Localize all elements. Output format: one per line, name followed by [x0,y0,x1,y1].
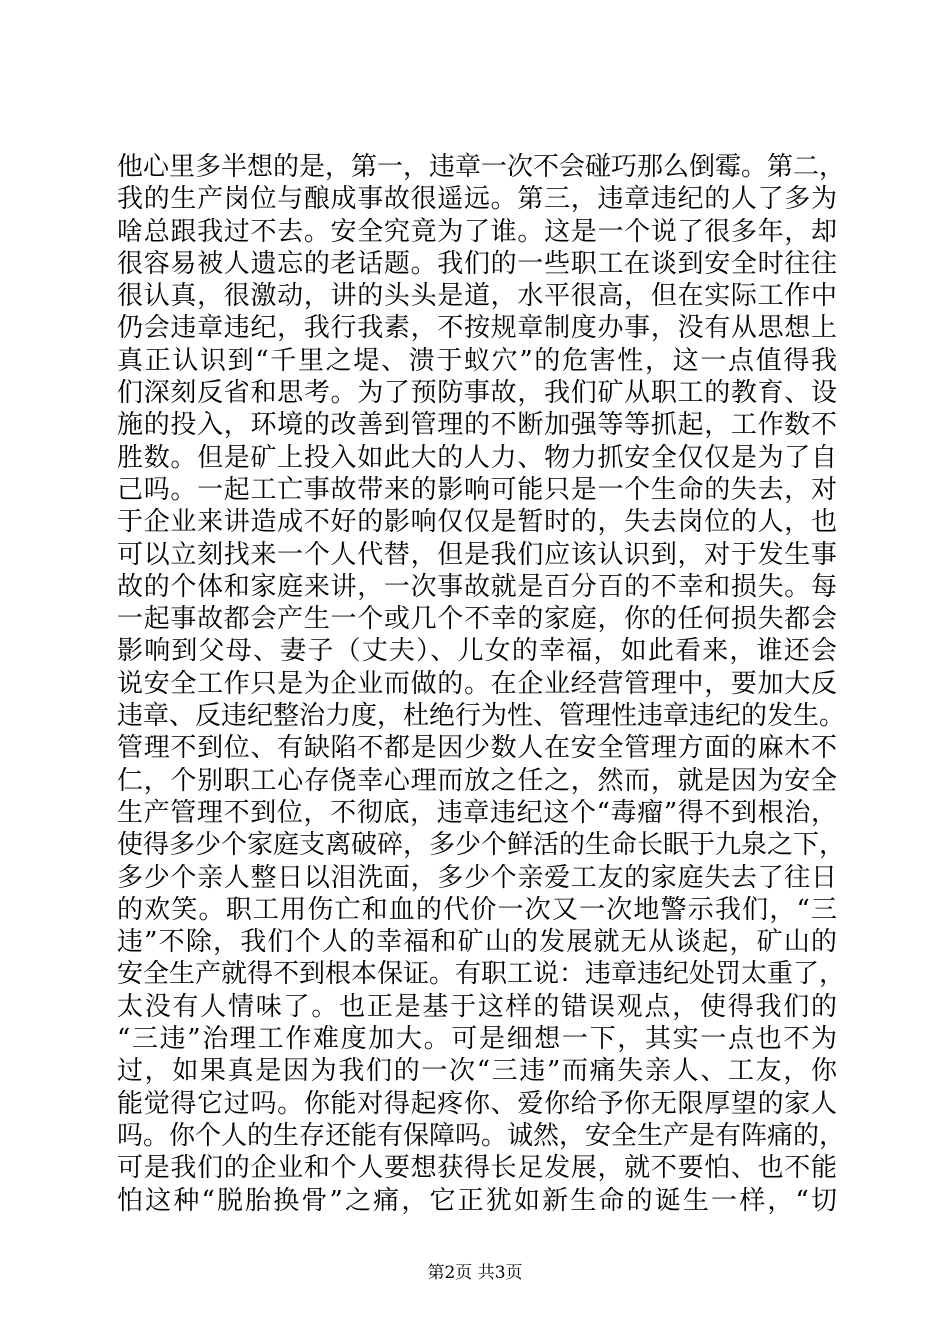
text-line: 过，如果真是因为我们的一次“三违”而痛失亲人、工友，你 [117,1056,837,1087]
text-line: 违”不除，我们个人的幸福和矿山的发展就无从谈起，矿山的 [117,927,837,958]
text-line: 影响到父母、妻子（丈夫）、儿女的幸福，如此看来，谁还会 [117,636,837,667]
text-line: 太没有人情味了。也正是基于这样的错误观点，使得我们的 [117,991,837,1022]
text-line: 生产管理不到位，不彻底，违章违纪这个“毒瘤”得不到根治， [117,797,837,828]
text-line: 的欢笑。职工用伤亡和血的代价一次又一次地警示我们，“三 [117,894,837,925]
text-line: 施的投入，环境的改善到管理的不断加强等等抓起，工作数不 [117,410,837,441]
text-line: 能觉得它过吗。你能对得起疼你、爱你给予你无限厚望的家人 [117,1088,837,1119]
text-line: 他心里多半想的是，第一，违章一次不会碰巧那么倒霉。第二， [117,152,846,182]
text-line: 使得多少个家庭支离破碎，多少个鲜活的生命长眠于九泉之下， [117,830,846,861]
text-line: 于企业来讲造成不好的影响仅仅是暂时的，失去岗位的人，也 [117,507,837,538]
text-line: 仁，个别职工心存侥幸心理而放之任之，然而，就是因为安全 [117,765,837,796]
text-line: 很容易被人遗忘的老话题。我们的一些职工在谈到安全时往往 [117,248,837,279]
text-line: 安全生产就得不到根本保证。有职工说：违章违纪处罚太重了， [117,959,846,990]
text-line: 管理不到位、有缺陷不都是因少数人在安全管理方面的麻木不 [117,733,837,764]
text-line: 一起事故都会产生一个或几个不幸的家庭，你的任何损失都会 [117,604,837,635]
text-line: 违章、反违纪整治力度，杜绝行为性、管理性违章违纪的发生。 [117,701,846,732]
text-line: 怕这种“脱胎换骨”之痛，它正犹如新生命的诞生一样，“切 [117,1185,837,1216]
text-line: 很认真，很激动，讲的头头是道，水平很高，但在实际工作中 [117,281,837,312]
body-text [117,151,846,1217]
text-line: 们深刻反省和思考。为了预防事故，我们矿从职工的教育、设 [117,378,837,409]
page-number-indicator: 第2页 共3页 [427,1263,523,1283]
page-footer [0,1262,950,1284]
text-line: 故的个体和家庭来讲，一次事故就是百分百的不幸和损失。每 [117,571,837,602]
text-line: 己吗。一起工亡事故带来的影响可能只是一个生命的失去，对 [117,474,837,505]
text-line: 多少个亲人整日以泪洗面，多少个亲爱工友的家庭失去了往日 [117,862,837,893]
text-line: 仍会违章违纪，我行我素，不按规章制度办事，没有从思想上 [117,313,837,344]
text-line: 可是我们的企业和个人要想获得长足发展，就不要怕、也不能 [117,1153,837,1184]
text-line: 啥总跟我过不去。安全究竟为了谁。这是一个说了很多年，却 [117,216,837,247]
text-line: 真正认识到“千里之堤、溃于蚁穴”的危害性，这一点值得我 [117,345,837,376]
text-line: 吗。你个人的生存还能有保障吗。诚然，安全生产是有阵痛的， [117,1120,846,1151]
text-line: 可以立刻找来一个人代替，但是我们应该认识到，对于发生事 [117,539,837,570]
text-line: 胜数。但是矿上投入如此大的人力、物力抓安全仅仅是为了自 [117,442,837,473]
text-line: 说安全工作只是为企业而做的。在企业经营管理中，要加大反 [117,668,837,699]
text-line: 我的生产岗位与酿成事故很遥远。第三，违章违纪的人了多为 [117,184,837,215]
text-line: “三违”治理工作难度加大。可是细想一下，其实一点也不为 [117,1024,837,1055]
